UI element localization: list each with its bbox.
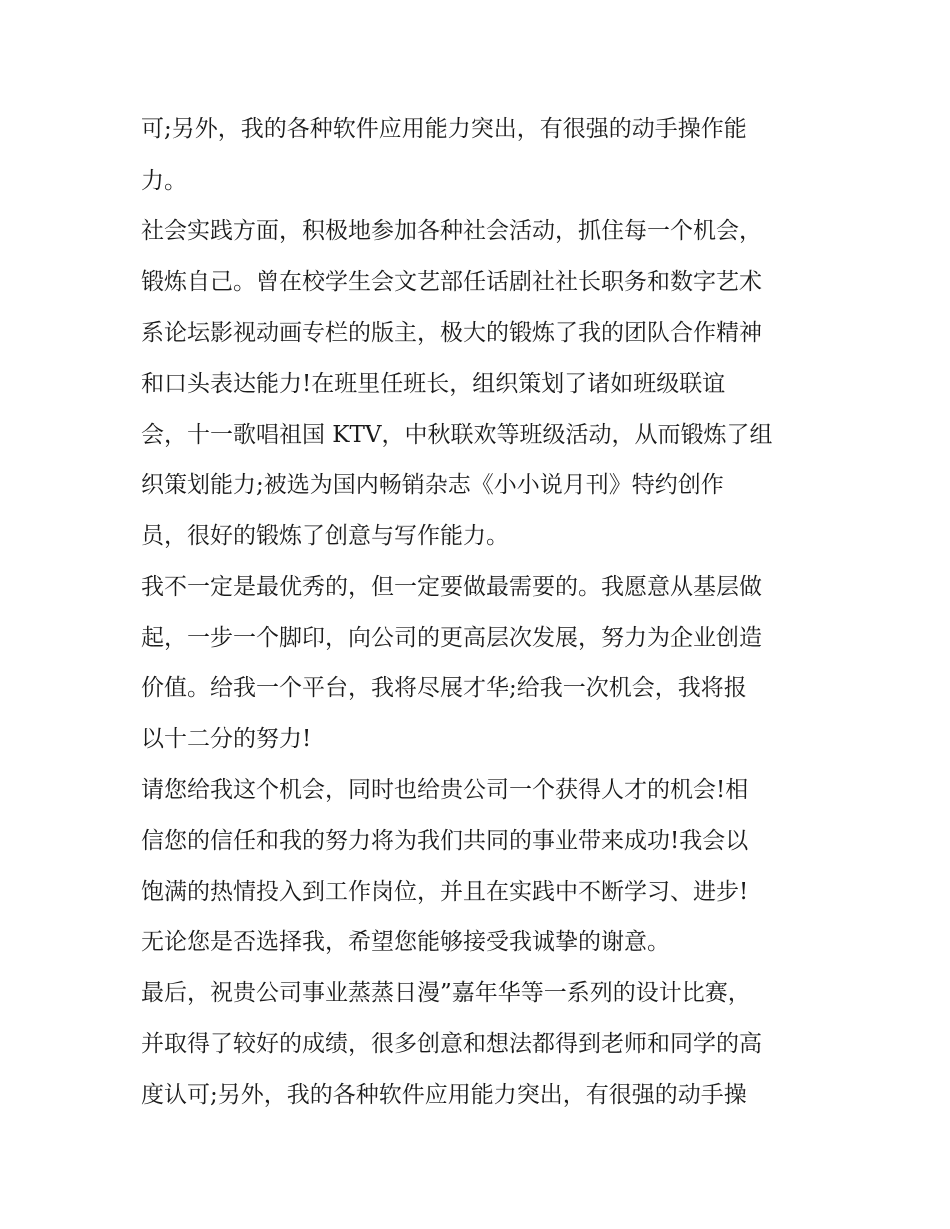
text-line: 力。	[141, 168, 187, 194]
text-line: 请您给我这个机会，同时也给贵公司一个获得人才的机会!相	[141, 777, 749, 803]
text-line: 我不一定是最优秀的，但一定要做最需要的。我愿意从基层做	[141, 574, 762, 600]
text-line: 无论您是否选择我，希望您能够接受我诚挚的谢意。	[141, 929, 670, 955]
text-line: 以十二分的努力!	[141, 726, 312, 752]
text-line: 价值。给我一个平台，我将尽展才华;给我一次机会，我将报	[141, 675, 747, 701]
text-line: 信您的信任和我的努力将为我们共同的事业带来成功!我会以	[141, 828, 749, 854]
text-line: 可;另外，我的各种软件应用能力突出，有很强的动手操作能	[141, 116, 747, 142]
text-line: 会，十一歌唱祖国 KTV，中秋联欢等班级活动，从而锻炼了组	[141, 422, 773, 448]
text-line: 饱满的热情投入到工作岗位，并且在实践中不断学习、进步!	[141, 879, 749, 905]
text-line: 和口头表达能力!在班里任班长，组织策划了诸如班级联谊	[141, 371, 726, 397]
text-line: 织策划能力;被选为国内畅销杂志《小小说月刊》特约创作	[141, 472, 724, 498]
text-line: 起，一步一个脚印，向公司的更高层次发展，努力为企业创造	[141, 625, 762, 651]
text-line: 并取得了较好的成绩，很多创意和想法都得到老师和同学的高	[141, 1031, 762, 1057]
text-line: 最后，祝贵公司事业蒸蒸日漫”嘉年华等一系列的设计比赛，	[141, 980, 751, 1006]
text-line: 社会实践方面，积极地参加各种社会活动，抓住每一个机会，	[141, 218, 762, 244]
text-line: 锻炼自己。曾在校学生会文艺部任话剧社社长职务和数字艺术	[141, 269, 762, 295]
text-line: 系论坛影视动画专栏的版主，极大的锻炼了我的团队合作精神	[141, 320, 762, 346]
text-line: 员，很好的锻炼了创意与写作能力。	[141, 523, 509, 549]
text-line: 度认可;另外，我的各种软件应用能力突出，有很强的动手操	[141, 1082, 747, 1108]
